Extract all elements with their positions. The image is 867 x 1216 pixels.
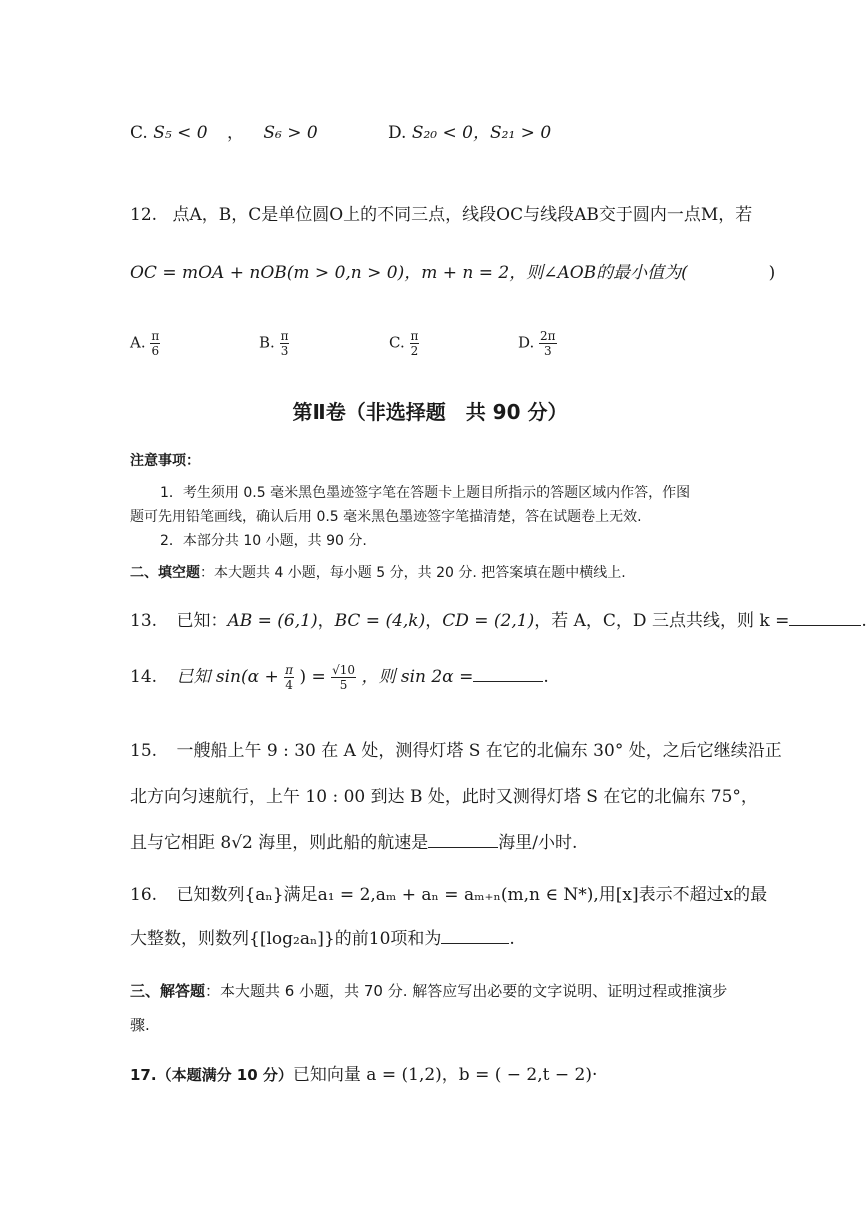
denominator: 4 — [285, 678, 293, 692]
denominator: 2 — [410, 344, 419, 358]
notes-heading: 注意事项： — [130, 453, 200, 469]
pi-over-4-fraction — [284, 664, 294, 691]
answer-blank[interactable] — [789, 624, 861, 626]
section-label: 二、填空题 — [130, 565, 200, 581]
question-number: 14. — [130, 667, 158, 687]
question-text: 点A，B，C是单位圆O上的不同三点，线段OC与线段AB交于圆内一点M，若 — [172, 205, 753, 225]
question-text: 已知： — [176, 611, 228, 631]
close-paren: ) — [768, 263, 776, 283]
section-desc: ：本大题共 6 小题，共 70 分. 解答应写出必要的文字说明、证明过程或推演步 — [205, 982, 728, 1000]
question-number: 16. — [130, 885, 158, 905]
option-expr: S₆ > 0 — [263, 123, 318, 143]
option-fraction — [539, 330, 557, 357]
question-text: 已知向量 a = (1,2)，b = ( − 2,t − 2)· — [292, 1065, 598, 1085]
vector-bc: BC = (4,k) — [334, 611, 426, 631]
option-expr: S₂₀ < 0，S₂₁ > 0 — [411, 123, 552, 143]
q12-option-d — [518, 330, 557, 357]
denominator: 5 — [339, 678, 348, 692]
question-text: 已知数列{aₙ}满足a₁ = 2,aₘ + aₙ = aₘ₊ₙ(m,n ∈ N*),用[x]表示不超过x的最 — [176, 885, 768, 905]
q11-option-d — [388, 118, 551, 143]
question-number: 13. — [130, 611, 158, 631]
option-fraction — [410, 330, 420, 357]
q16-line1 — [130, 880, 767, 905]
option-label: C. — [389, 333, 405, 352]
q15-line3 — [130, 828, 577, 853]
denominator: 6 — [151, 344, 160, 358]
numerator: √10 — [332, 663, 356, 677]
q12-line2 — [130, 258, 775, 283]
question-text: . — [509, 929, 515, 949]
option-label: A. — [130, 333, 146, 352]
answer-blank[interactable] — [473, 680, 543, 682]
note-1-line1: 1．考生须用 0.5 毫米黑色墨迹签字笔在答题卡上题目所指示的答题区域内作答，作图 — [160, 485, 691, 501]
answer-blank[interactable] — [441, 942, 509, 944]
note-2: 2．本部分共 10 小题，共 90 分. — [160, 533, 367, 549]
vector-ab: AB = (6,1) — [227, 611, 318, 631]
section-label: 三、解答题 — [130, 982, 206, 1000]
question-number: 12. — [130, 205, 158, 225]
q16-line2 — [130, 924, 515, 949]
section-desc: ：本大题共 4 小题，每小题 5 分，共 20 分. 把答案填在题中横线上. — [200, 565, 626, 581]
option-expr: S₅ < 0 — [153, 123, 208, 143]
numerator: π — [280, 329, 289, 343]
question-text: OC = mOA + nOB(m > 0,n > 0)，m + n = 2，则∠AOB的最小值为( — [130, 263, 688, 283]
question-points: （本题满分 10 分） — [156, 1066, 293, 1084]
option-fraction — [150, 330, 160, 357]
option-label: C. — [130, 123, 148, 143]
numerator: π — [410, 329, 419, 343]
denominator: 3 — [543, 344, 552, 358]
question-text: 大整数，则数列{[log₂aₙ]}的前10项和为 — [130, 929, 442, 949]
numerator: 2π — [540, 329, 556, 343]
q12-option-c — [389, 330, 419, 357]
question-text: 海里/小时. — [498, 833, 578, 853]
question-text: ) = — [299, 667, 326, 687]
q15-line2: 北方向匀速航行，上午 10 : 00 到达 B 处，此时又测得灯塔 S 在它的北偏东 75°， — [130, 787, 758, 807]
option-fraction — [280, 330, 290, 357]
sqrt10-over-5-fraction — [331, 664, 356, 691]
q12-option-a — [130, 330, 160, 357]
q14: 14. 已知 sin(α + $\frac{\pi}{4}$ ) = $\frac{√10}{5}$ ，则 sin 2α = . — [130, 663, 549, 692]
solve-section-heading-line2: 骤. — [130, 1016, 150, 1034]
q17 — [130, 1060, 597, 1085]
q15-line1 — [130, 736, 782, 761]
question-text: 已知 sin(α + — [176, 667, 279, 687]
question-number: 15. — [130, 741, 158, 761]
option-label: D. — [518, 333, 535, 352]
question-text: ，则 sin 2α = — [361, 667, 474, 687]
section2-title: 第Ⅱ卷（非选择题 共 90 分） — [292, 400, 568, 424]
q12-option-b — [259, 330, 289, 357]
question-text: 且与它相距 8√2 海里，则此船的航速是 — [130, 833, 429, 853]
note-1-line2: 题可先用铅笔画线，确认后用 0.5 毫米黑色墨迹签字笔描清楚，答在试题卷上无效. — [130, 509, 642, 525]
q12-line1 — [130, 200, 752, 225]
solve-section-heading — [130, 980, 727, 1001]
fill-section-heading — [130, 562, 626, 582]
option-label: D. — [388, 123, 407, 143]
numerator: π — [285, 663, 294, 677]
answer-blank[interactable] — [428, 846, 498, 848]
option-label: B. — [259, 333, 275, 352]
separator: ， — [226, 123, 244, 143]
q13: 13. 已知：AB = (6,1)，BC = (4,k)，CD = (2,1)，若 A，C，D 三点共线，则 k = . — [130, 611, 867, 631]
question-text: ，若 A，C，D 三点共线，则 k = — [534, 611, 790, 631]
q11-option-c — [130, 118, 318, 143]
denominator: 3 — [280, 344, 289, 358]
numerator: π — [151, 329, 160, 343]
vector-cd: CD = (2,1) — [442, 611, 535, 631]
question-text: 一艘船上午 9 : 30 在 A 处，测得灯塔 S 在它的北偏东 30° 处，之后它继续沿正 — [176, 741, 782, 761]
question-number: 17. — [130, 1066, 157, 1084]
